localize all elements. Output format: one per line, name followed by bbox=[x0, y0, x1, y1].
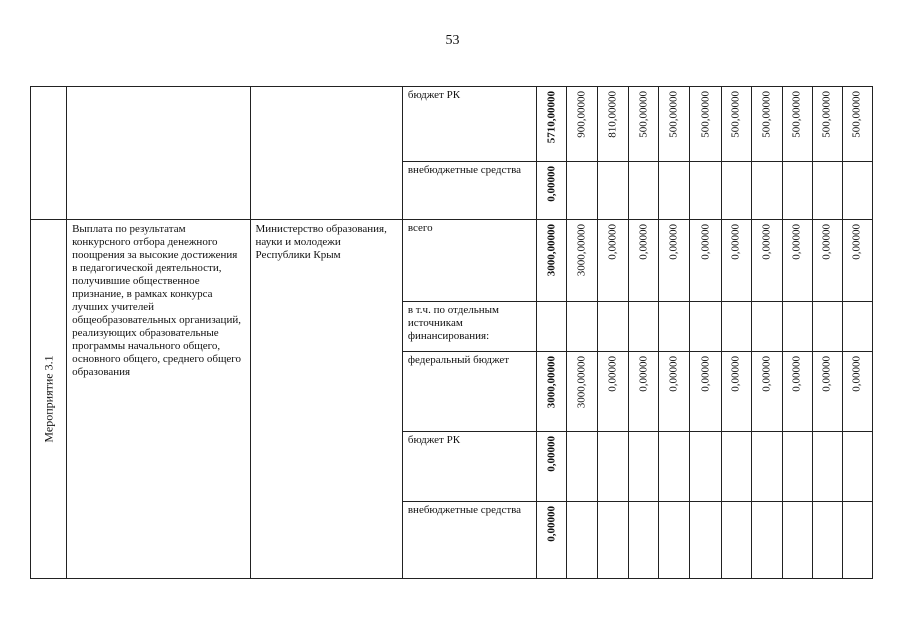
value-cell bbox=[567, 352, 598, 432]
value-cell bbox=[690, 502, 721, 579]
value-cell bbox=[690, 162, 721, 220]
source-label: бюджет РК bbox=[407, 89, 461, 101]
value-cell bbox=[598, 432, 629, 502]
value-cell bbox=[812, 502, 842, 579]
value-cell bbox=[721, 352, 751, 432]
value-cell bbox=[629, 162, 659, 220]
year-value: 810,00000 bbox=[606, 91, 619, 138]
event-description: Выплата по результатам конкурсного отбора денежного поощрения за высокие достижения в педагогической деятельности, получившие общественное признание, в рамках конкурса лучших учителей общеобразовательных организаций, реализующих образовательные программы начального общего, основного общего, среднего общего образования bbox=[72, 223, 242, 378]
table-row bbox=[31, 87, 873, 162]
value-cell bbox=[598, 162, 629, 220]
event-label-cell bbox=[31, 220, 67, 579]
year-value: 0,00000 bbox=[699, 356, 712, 392]
value-cell bbox=[782, 302, 812, 352]
value-cell bbox=[812, 432, 842, 502]
year-value: 0,00000 bbox=[729, 356, 742, 392]
year-value: 0,00000 bbox=[850, 356, 863, 392]
source-cell bbox=[402, 352, 536, 432]
value-cell bbox=[659, 162, 690, 220]
value-cell bbox=[690, 352, 721, 432]
value-cell bbox=[629, 502, 659, 579]
value-cell bbox=[690, 302, 721, 352]
value-cell bbox=[537, 87, 567, 162]
value-cell bbox=[782, 352, 812, 432]
value-cell bbox=[629, 220, 659, 302]
year-value: 0,00000 bbox=[637, 356, 650, 392]
value-cell bbox=[751, 87, 782, 162]
value-cell bbox=[751, 352, 782, 432]
total-value: 0,00000 bbox=[545, 506, 558, 542]
value-cell bbox=[690, 220, 721, 302]
total-value: 0,00000 bbox=[545, 436, 558, 472]
value-cell bbox=[690, 87, 721, 162]
value-cell bbox=[537, 162, 567, 220]
total-value: 3000,00000 bbox=[545, 224, 558, 277]
value-cell bbox=[842, 87, 872, 162]
value-cell bbox=[598, 220, 629, 302]
year-value: 500,00000 bbox=[820, 91, 833, 138]
value-cell bbox=[842, 302, 872, 352]
value-cell bbox=[751, 220, 782, 302]
value-cell bbox=[842, 352, 872, 432]
value-cell bbox=[537, 352, 567, 432]
year-value: 0,00000 bbox=[667, 224, 680, 260]
source-label: бюджет РК bbox=[407, 434, 461, 446]
year-value: 500,00000 bbox=[790, 91, 803, 138]
source-label: внебюджетные средства bbox=[407, 164, 522, 176]
year-value: 0,00000 bbox=[699, 224, 712, 260]
year-value: 500,00000 bbox=[729, 91, 742, 138]
value-cell bbox=[812, 352, 842, 432]
value-cell bbox=[659, 352, 690, 432]
value-cell bbox=[782, 220, 812, 302]
value-cell bbox=[659, 220, 690, 302]
year-value: 0,00000 bbox=[760, 224, 773, 260]
value-cell bbox=[567, 220, 598, 302]
source-label: всего bbox=[407, 222, 433, 234]
source-cell bbox=[402, 162, 536, 220]
value-cell bbox=[567, 502, 598, 579]
value-cell bbox=[842, 162, 872, 220]
value-cell bbox=[842, 432, 872, 502]
value-cell bbox=[629, 87, 659, 162]
source-cell bbox=[402, 432, 536, 502]
value-cell bbox=[629, 432, 659, 502]
value-cell bbox=[751, 302, 782, 352]
value-cell bbox=[598, 502, 629, 579]
value-cell bbox=[812, 162, 842, 220]
year-value: 500,00000 bbox=[699, 91, 712, 138]
year-value: 0,00000 bbox=[790, 356, 803, 392]
year-value: 500,00000 bbox=[760, 91, 773, 138]
source-label: в т.ч. по отдельным источникам финансирования: bbox=[407, 304, 499, 342]
value-cell bbox=[598, 87, 629, 162]
value-cell bbox=[567, 432, 598, 502]
value-cell bbox=[598, 302, 629, 352]
year-value: 0,00000 bbox=[729, 224, 742, 260]
blank-description-cell bbox=[67, 87, 250, 220]
value-cell bbox=[812, 302, 842, 352]
source-cell bbox=[402, 220, 536, 302]
value-cell bbox=[659, 432, 690, 502]
event-label: Мероприятие 3.1 bbox=[41, 355, 56, 443]
value-cell bbox=[659, 87, 690, 162]
value-cell bbox=[812, 87, 842, 162]
value-cell bbox=[629, 302, 659, 352]
executor: Министерство образования, науки и молодежи Республики Крым bbox=[255, 223, 387, 261]
value-cell bbox=[567, 87, 598, 162]
source-cell bbox=[402, 302, 536, 352]
value-cell bbox=[782, 502, 812, 579]
value-cell bbox=[659, 302, 690, 352]
value-cell bbox=[751, 162, 782, 220]
year-value: 500,00000 bbox=[667, 91, 680, 138]
year-value: 0,00000 bbox=[760, 356, 773, 392]
value-cell bbox=[751, 432, 782, 502]
year-value: 900,00000 bbox=[575, 91, 588, 138]
value-cell bbox=[812, 220, 842, 302]
year-value: 3000,00000 bbox=[575, 224, 588, 277]
value-cell bbox=[537, 220, 567, 302]
total-value: 3000,00000 bbox=[545, 356, 558, 409]
year-value: 500,00000 bbox=[637, 91, 650, 138]
source-label: федеральный бюджет bbox=[407, 354, 510, 366]
executor-cell bbox=[250, 220, 402, 579]
value-cell bbox=[782, 162, 812, 220]
value-cell bbox=[721, 432, 751, 502]
year-value: 3000,00000 bbox=[575, 356, 588, 409]
value-cell bbox=[721, 302, 751, 352]
total-value: 0,00000 bbox=[545, 166, 558, 202]
value-cell bbox=[842, 502, 872, 579]
value-cell bbox=[782, 87, 812, 162]
value-cell bbox=[598, 352, 629, 432]
year-value: 0,00000 bbox=[606, 224, 619, 260]
table-row bbox=[31, 220, 873, 302]
year-value: 0,00000 bbox=[637, 224, 650, 260]
financing-table bbox=[30, 86, 873, 579]
year-value: 0,00000 bbox=[606, 356, 619, 392]
event-description-cell bbox=[67, 220, 250, 579]
value-cell bbox=[659, 502, 690, 579]
year-value: 0,00000 bbox=[790, 224, 803, 260]
value-cell bbox=[721, 162, 751, 220]
page-number: 53 bbox=[445, 33, 460, 48]
value-cell bbox=[751, 502, 782, 579]
value-cell bbox=[690, 432, 721, 502]
value-cell bbox=[842, 220, 872, 302]
source-label: внебюджетные средства bbox=[407, 504, 522, 516]
year-value: 0,00000 bbox=[850, 224, 863, 260]
value-cell bbox=[629, 352, 659, 432]
blank-label-cell bbox=[31, 87, 67, 220]
value-cell bbox=[567, 302, 598, 352]
value-cell bbox=[721, 220, 751, 302]
year-value: 500,00000 bbox=[850, 91, 863, 138]
value-cell bbox=[782, 432, 812, 502]
blank-executor-cell bbox=[250, 87, 402, 220]
total-value: 5710,00000 bbox=[545, 91, 558, 144]
year-value: 0,00000 bbox=[820, 224, 833, 260]
value-cell bbox=[537, 432, 567, 502]
source-cell bbox=[402, 87, 536, 162]
value-cell bbox=[537, 502, 567, 579]
value-cell bbox=[721, 87, 751, 162]
year-value: 0,00000 bbox=[667, 356, 680, 392]
value-cell bbox=[567, 162, 598, 220]
source-cell bbox=[402, 502, 536, 579]
year-value: 0,00000 bbox=[820, 356, 833, 392]
value-cell bbox=[537, 302, 567, 352]
value-cell bbox=[721, 502, 751, 579]
